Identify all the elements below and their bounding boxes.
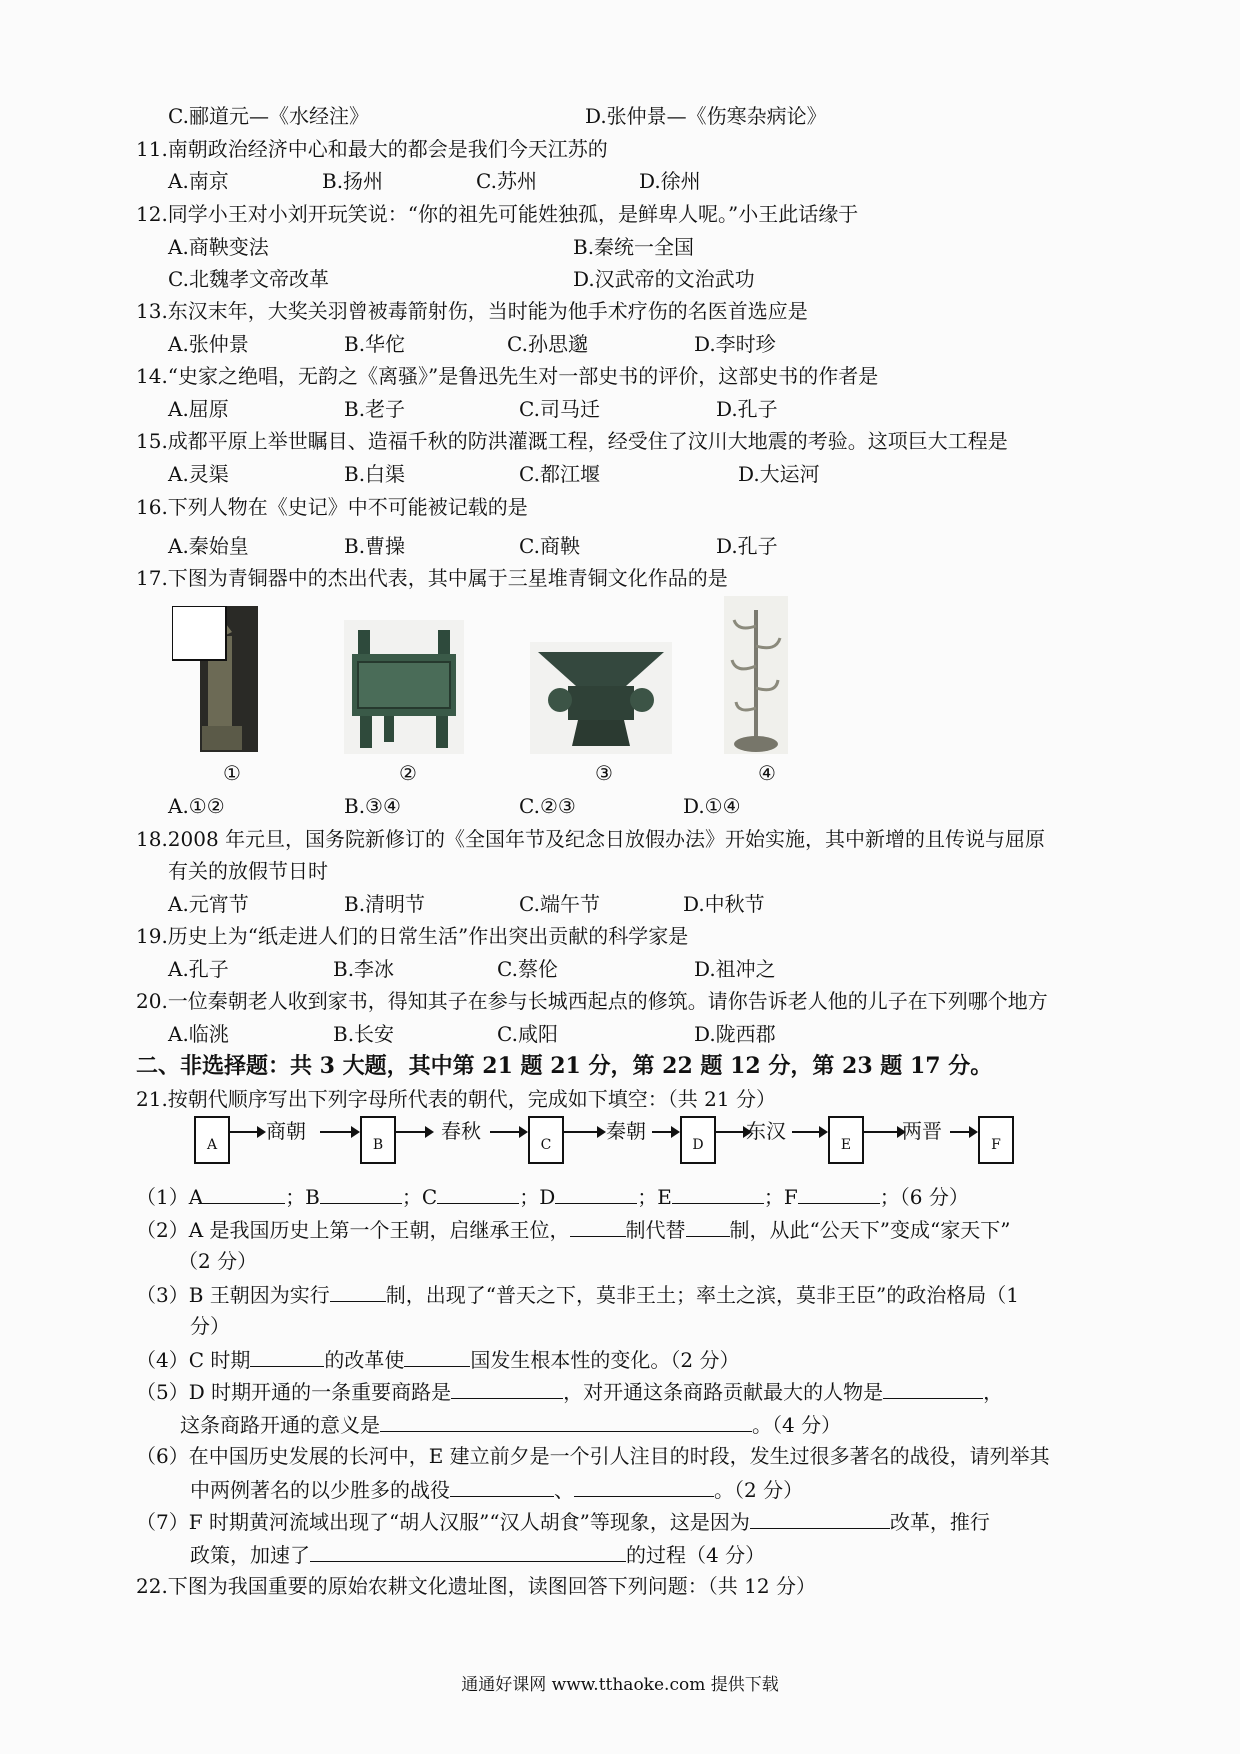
- q18-option-a: A.元宵节: [168, 892, 249, 916]
- q11-option-b: B.扬州: [322, 169, 384, 193]
- blank-battle-2[interactable]: [574, 1476, 714, 1497]
- part5-text-d: 这条商路开通的意义是: [180, 1413, 380, 1437]
- blank-significance[interactable]: [380, 1411, 752, 1432]
- flow-box-b: B: [360, 1116, 396, 1164]
- q12-option-c: C.北魏孝文帝改革: [168, 267, 329, 291]
- flow-arrow: [396, 1131, 432, 1133]
- q17-option-a: A.①②: [168, 794, 225, 818]
- q20-option-d: D.陇西郡: [694, 1022, 776, 1046]
- q10-option-d: D.张仲景—《伤寒杂病论》: [585, 104, 827, 128]
- q14-option-d: D.孔子: [716, 397, 778, 421]
- q21-part3-line2: 分）: [190, 1314, 230, 1338]
- q21-part6-line2: [190, 1476, 803, 1503]
- flow-label-donghan: 东汉: [746, 1119, 786, 1143]
- q13-option-a: A.张仲景: [168, 332, 249, 356]
- q11-option-c: C.苏州: [476, 169, 537, 193]
- part5-text-a: （5）D 时期开通的一条重要商路是: [136, 1380, 452, 1404]
- q18-option-c: C.端午节: [519, 892, 600, 916]
- q20-option-c: C.咸阳: [497, 1022, 558, 1046]
- q18-option-b: B.清明节: [344, 892, 426, 916]
- q12-option-d: D.汉武帝的文治武功: [573, 267, 755, 291]
- flow-box-e: E: [828, 1116, 864, 1164]
- q22-stem: 22.下图为我国重要的原始农耕文化遗址图，读图回答下列问题：（共 12 分）: [136, 1574, 816, 1598]
- q17-option-b: B.③④: [344, 794, 401, 818]
- blank-b[interactable]: [320, 1183, 402, 1204]
- flow-arrow: [716, 1131, 750, 1133]
- q11-stem: 11.南朝政治经济中心和最大的都会是我们今天江苏的: [136, 137, 608, 161]
- q19-option-d: D.祖冲之: [694, 957, 776, 981]
- blank-battle-1[interactable]: [450, 1476, 554, 1497]
- q20-stem: 20.一位秦朝老人收到家书，得知其子在参与长城西起点的修筑。请你告诉老人他的儿子在下列哪个地方: [136, 989, 1048, 1013]
- blank-d[interactable]: [555, 1183, 637, 1204]
- q20-option-a: A.临洮: [168, 1022, 229, 1046]
- q18-stem-line1: 18.2008 年元旦，国务院新修订的《全国年节及纪念日放假办法》开始实施，其中新增的且传说与屈原: [136, 827, 1046, 851]
- q21-part2-line1: [136, 1216, 1010, 1243]
- part3-text-b: 制，出现了“普天之下，莫非王土；率土之滨，莫非王臣”的政治格局（1: [385, 1283, 1019, 1307]
- q16-option-a: A.秦始皇: [168, 534, 249, 558]
- part5-text-c: ，: [983, 1380, 1004, 1404]
- q21-part7-line2: [190, 1541, 765, 1568]
- q15-option-b: B.白渠: [344, 462, 406, 486]
- page-footer: 通通好课网 www.tthaoke.com 提供下载: [461, 1675, 779, 1695]
- flow-arrow: [320, 1131, 358, 1133]
- q15-option-d: D.大运河: [738, 462, 820, 486]
- q11-option-d: D.徐州: [639, 169, 701, 193]
- part5-text-e: 。（4 分）: [752, 1413, 842, 1437]
- bronze-standing-figure-image: [172, 606, 258, 752]
- q21-part6-line1: （6）在中国历史发展的长河中，E 建立前夕是一个引人注目的时段，发生过很多著名的战役，请列举其: [136, 1444, 1050, 1468]
- image-caption-1: ①: [223, 761, 241, 785]
- q21-part5-line2: [180, 1411, 841, 1438]
- part7-text-d: 的过程（4 分）: [626, 1543, 766, 1567]
- label-b: ；B: [285, 1185, 320, 1209]
- q14-option-a: A.屈原: [168, 397, 229, 421]
- q12-stem: 12.同学小王对小刘开玩笑说：“你的祖先可能姓独孤，是鲜卑人呢。”小王此话缘于: [136, 202, 859, 226]
- q15-stem: 15.成都平原上举世瞩目、造福千秋的防洪灌溉工程，经受住了汶川大地震的考验。这项巨大工程是: [136, 429, 1008, 453]
- q17-option-c: C.②③: [519, 794, 576, 818]
- q16-option-c: C.商鞅: [519, 534, 580, 558]
- label-c: ；C: [401, 1185, 438, 1209]
- flow-arrow: [864, 1131, 904, 1133]
- q17-option-d: D.①④: [683, 794, 741, 818]
- flow-arrow: [490, 1131, 526, 1133]
- q12-option-b: B.秦统一全国: [573, 235, 695, 259]
- part6-text-a: 中两例著名的以少胜多的战役: [190, 1478, 450, 1502]
- part1-score: ；（6 分）: [879, 1185, 969, 1209]
- label-d: ；D: [519, 1185, 556, 1209]
- q21-part2-line2: （2 分）: [178, 1249, 258, 1273]
- blank-a[interactable]: [203, 1183, 285, 1204]
- blank-f[interactable]: [798, 1183, 880, 1204]
- part6-text-c: 。（2 分）: [714, 1478, 804, 1502]
- part5-text-b: ，对开通这条商路贡献最大的人物是: [563, 1380, 884, 1404]
- flow-arrow: [652, 1131, 678, 1133]
- part2-text-a: （2）A 是我国历史上第一个王朝，启继承王位，: [136, 1218, 570, 1242]
- q21-part4: [136, 1346, 739, 1373]
- part4-text-a: （4）C 时期: [136, 1348, 251, 1372]
- bronze-zun-image: [530, 642, 672, 754]
- section2-title: 二、非选择题：共 3 大题，其中第 21 题 21 分，第 22 题 12 分，第 23 题 17 分。: [136, 1053, 993, 1079]
- q12-option-a: A.商鞅变法: [168, 235, 269, 259]
- q19-option-c: C.蔡伦: [497, 957, 558, 981]
- q15-option-c: C.都江堰: [519, 462, 600, 486]
- blank-trade-route[interactable]: [451, 1378, 563, 1399]
- part7-text-a: （7）F 时期黄河流域出现了“胡人汉服”“汉人胡食”等现象，这是因为: [136, 1510, 750, 1534]
- flow-arrow: [228, 1131, 264, 1133]
- label-e: ；E: [637, 1185, 672, 1209]
- q18-option-d: D.中秋节: [683, 892, 765, 916]
- flow-box-d: D: [680, 1116, 716, 1164]
- part6-text-b: 、: [554, 1478, 574, 1502]
- image-caption-2: ②: [399, 761, 417, 785]
- q14-option-b: B.老子: [344, 397, 406, 421]
- blank-e[interactable]: [672, 1183, 764, 1204]
- q11-option-a: A.南京: [168, 169, 229, 193]
- bronze-ding-image: [344, 620, 464, 754]
- q14-option-c: C.司马迁: [519, 397, 600, 421]
- flow-label-shang: 商朝: [266, 1119, 306, 1143]
- q19-option-a: A.孔子: [168, 957, 229, 981]
- blank-person[interactable]: [883, 1378, 983, 1399]
- q13-option-b: B.华佗: [344, 332, 406, 356]
- q13-stem: 13.东汉末年，大奖关羽曾被毒箭射伤，当时能为他手术疗伤的名医首选应是: [136, 299, 808, 323]
- q16-option-d: D.孔子: [716, 534, 778, 558]
- blank-b-system[interactable]: [330, 1281, 386, 1302]
- part2-text-c: 制，从此“公天下”变成“家天下”: [729, 1218, 1011, 1242]
- flow-arrow: [950, 1131, 976, 1133]
- flow-label-qin: 秦朝: [606, 1119, 646, 1143]
- q13-option-d: D.李时珍: [694, 332, 776, 356]
- q10-option-c: C.郦道元—《水经注》: [168, 104, 369, 128]
- q18-stem-line2: 有关的放假节日时: [168, 859, 328, 883]
- blank-reform[interactable]: [750, 1508, 890, 1529]
- flow-arrow: [792, 1131, 826, 1133]
- bronze-tree-image: [724, 596, 788, 754]
- q15-option-a: A.灵渠: [168, 462, 229, 486]
- part3-text-a: （3）B 王朝因为实行: [136, 1283, 330, 1307]
- flow-box-f: F: [978, 1116, 1014, 1164]
- q14-stem: 14.“史家之绝唱，无韵之《离骚》”是鲁迅先生对一部史书的评价，这部史书的作者是: [136, 364, 879, 388]
- blank-c[interactable]: [437, 1183, 519, 1204]
- label-f: ；F: [763, 1185, 798, 1209]
- q17-stem: 17.下图为青铜器中的杰出代表，其中属于三星堆青铜文化作品的是: [136, 566, 728, 590]
- flow-arrow: [564, 1131, 604, 1133]
- q16-option-b: B.曹操: [344, 534, 406, 558]
- flow-box-a: A: [194, 1116, 230, 1164]
- q16-stem: 16.下列人物在《史记》中不可能被记载的是: [136, 495, 528, 519]
- q19-stem: 19.历史上为“纸走进人们的日常生活”作出突出贡献的科学家是: [136, 924, 689, 948]
- part1-num: （1）: [136, 1185, 189, 1209]
- flow-box-c: C: [528, 1116, 564, 1164]
- q21-part7-line1: [136, 1508, 990, 1535]
- part7-text-b: 改革，推行: [889, 1510, 990, 1534]
- blank-state[interactable]: [404, 1346, 470, 1367]
- part4-text-c: 国发生根本性的变化。（2 分）: [470, 1348, 740, 1372]
- q20-option-b: B.长安: [333, 1022, 395, 1046]
- q21-part5-line1: [136, 1378, 1003, 1405]
- image-caption-3: ③: [595, 761, 613, 785]
- q21-part1: [136, 1183, 969, 1210]
- blank-process[interactable]: [310, 1541, 626, 1562]
- blank-system-1[interactable]: [570, 1216, 626, 1237]
- flow-label-liangjin: 两晋: [902, 1119, 942, 1143]
- part7-text-c: 政策，加速了: [190, 1543, 310, 1567]
- flow-label-chunqiu: 春秋: [441, 1119, 481, 1143]
- part4-text-b: 的改革使: [324, 1348, 405, 1372]
- part2-text-b: 制代替: [625, 1218, 686, 1242]
- q21-stem: 21.按朝代顺序写出下列字母所代表的朝代，完成如下填空：（共 21 分）: [136, 1087, 776, 1111]
- image-caption-4: ④: [758, 761, 776, 785]
- blank-reformer[interactable]: [250, 1346, 324, 1367]
- blank-system-2[interactable]: [686, 1216, 730, 1237]
- q21-part3-line1: [136, 1281, 1019, 1308]
- q13-option-c: C.孙思邈: [507, 332, 588, 356]
- q19-option-b: B.李冰: [333, 957, 395, 981]
- label-a: A: [188, 1185, 204, 1209]
